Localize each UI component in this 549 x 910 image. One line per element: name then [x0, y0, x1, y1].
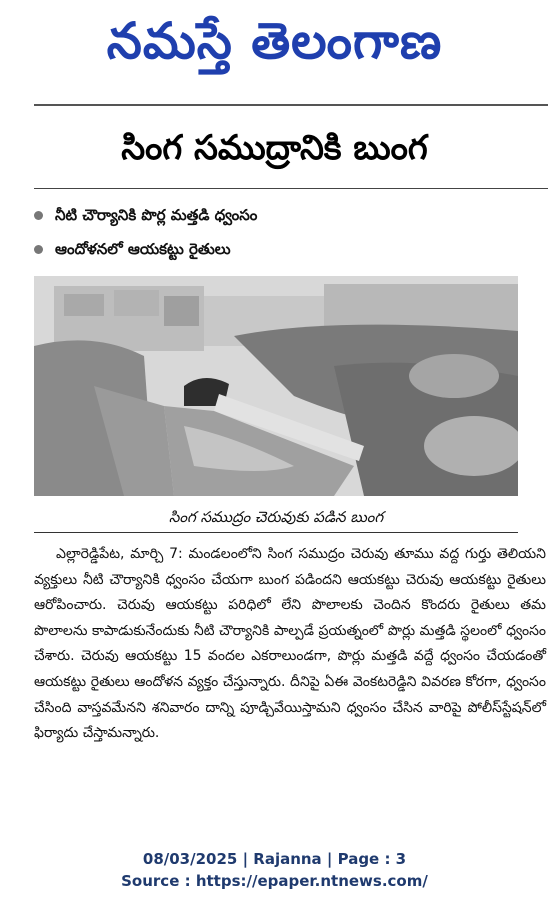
- footer-date-line: 08/03/2025 | Rajanna | Page : 3: [142, 850, 407, 868]
- bullet-item: [34, 238, 544, 260]
- caption-divider: [34, 532, 518, 533]
- bullet-dot-icon: [34, 245, 43, 254]
- headline-divider: [34, 188, 548, 189]
- article-body: [34, 542, 546, 747]
- photo-caption: సింగ సముద్రం చెరువుకు పడిన బుంగ: [168, 508, 384, 526]
- masthead: [0, 0, 549, 96]
- bullet-text: నీటి చౌర్యానికి పొర్ల మత్తడి ధ్వంసం: [55, 206, 258, 224]
- bullet-dot-icon: [34, 211, 43, 220]
- article-paragraph: ఎల్లారెడ్డిపేట, మార్చి 7: మండలంలోని సింగ సముద్రం చెరువు తూము వద్ద గుర్తు తెలియని వ్యక్తులు నీటి చౌర్యానికి ధ్వంసం చేయగా బుంగ పడిందని ఆయకట్టు చెరువు ఆయకట్టు రైతులు ఆరోపించారు. చెరువు ఆయకట్టు పరిధిలో లేని పొలాలకు చెందిన కొందరు రైతులు తమ పొలాలను కాపాడుకునేందుకు నీటి చౌర్యానికి పాల్పడే ప్రయత్నంలో పొర్లు మత్తడి స్థలంలో ధ్వంసం చేశారు. చెరువు ఆయకట్టు 15 వందల ఎకరాలుండగా, పొర్లు మత్తడి వద్దే ధ్వంసం చేయడంతో ఆయకట్టు రైతులు ఆందోళన వ్యక్తం చేస్తున్నారు. దీనిపై ఏఈ వెంకటరెడ్డిని వివరణ కోరగా, ధ్వంసం చేసింది వాస్తవమేనని శనివారం దాన్ని పూడ్చివేయిస్తామని ధ్వంసం చేసిన వారిపై పోలీస్‌స్టేషన్‌లో ఫిర్యాదు చేస్తామన్నారు.: [34, 546, 546, 742]
- masthead-title: నమస్తే తెలంగాణ: [106, 11, 443, 70]
- photo-illustration: [34, 276, 518, 496]
- bullet-text: ఆందోళనలో ఆయకట్టు రైతులు: [55, 240, 231, 258]
- article-photo: [34, 276, 518, 496]
- footer-source-line: Source : https://epaper.ntnews.com/: [121, 872, 428, 890]
- masthead-divider: [34, 104, 548, 106]
- bullet-item: [34, 204, 544, 226]
- headline: సింగ సముద్రానికి బుంగ: [121, 128, 428, 168]
